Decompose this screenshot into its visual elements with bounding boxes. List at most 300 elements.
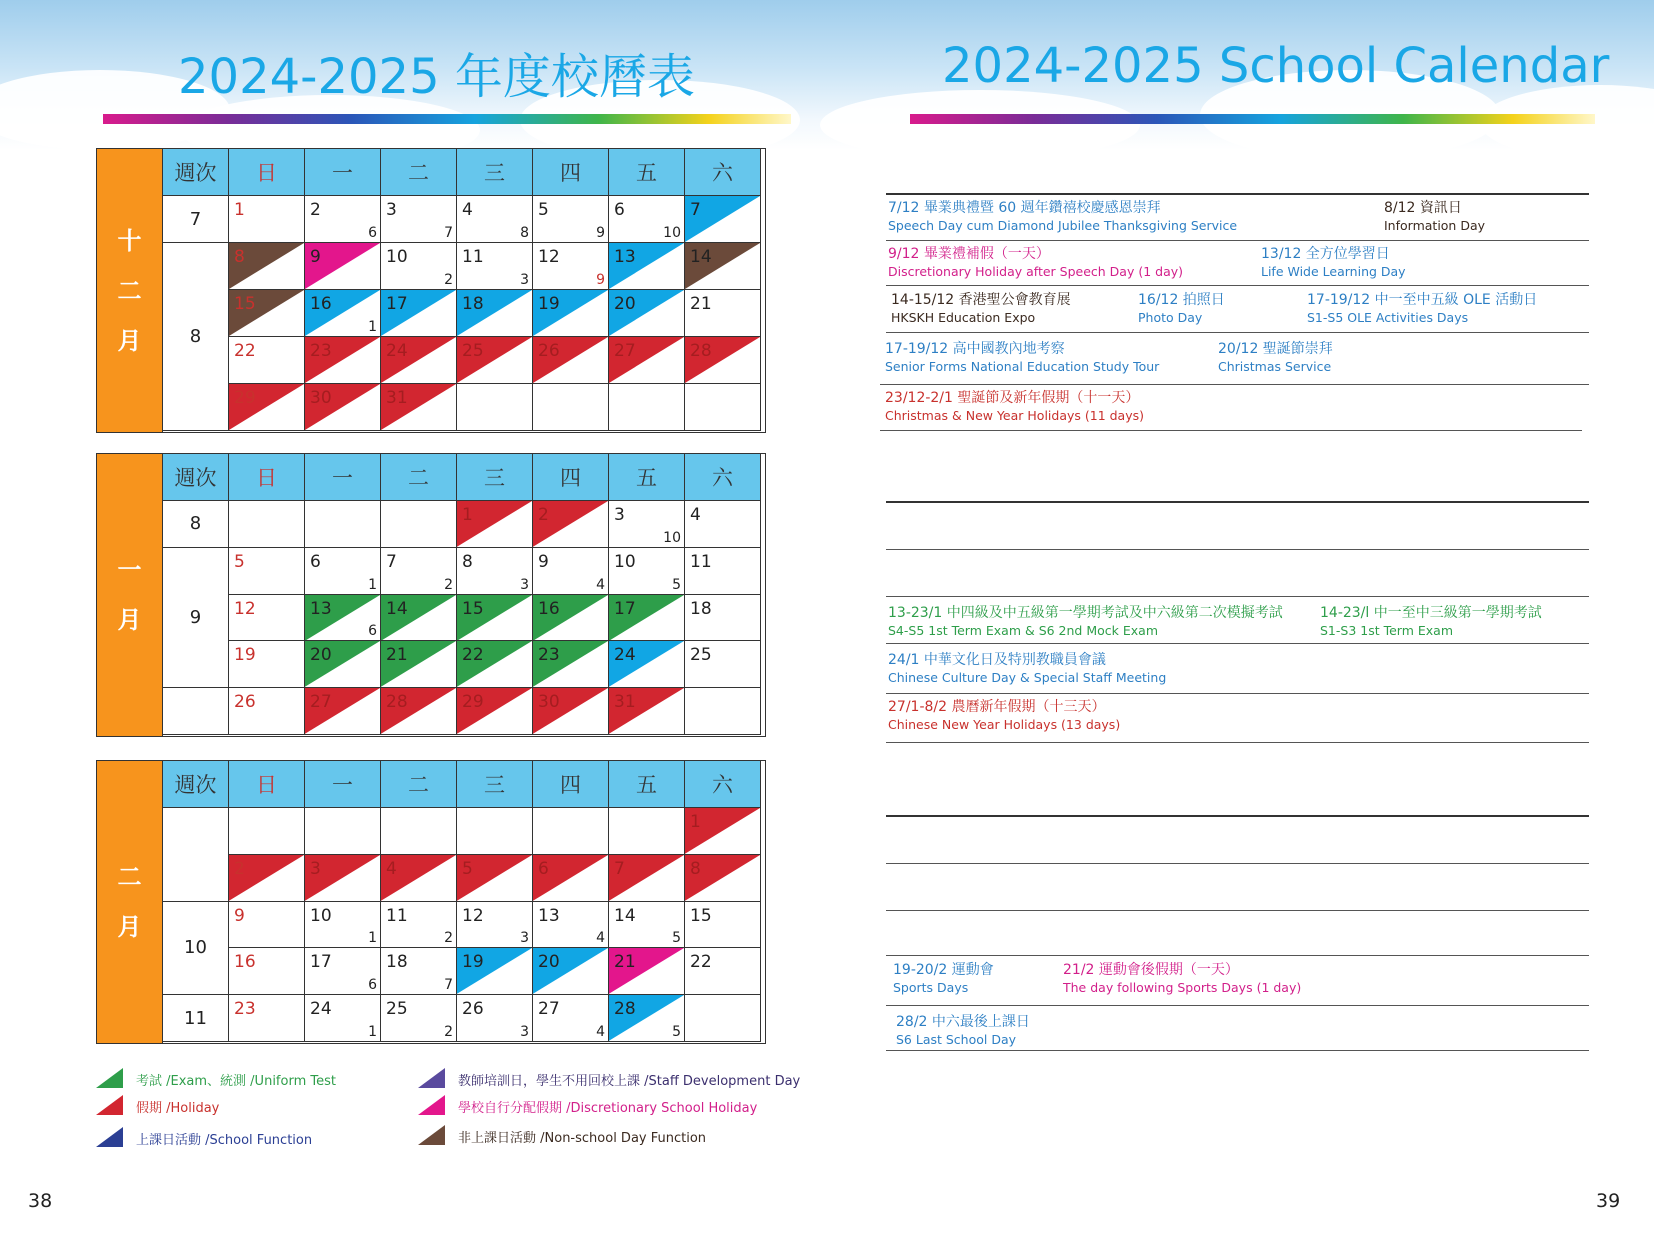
week-number-cell: 8 bbox=[163, 501, 229, 548]
day-number: 14 bbox=[386, 598, 408, 619]
event-title: 24/1 中華文化日及特別教職員會議 bbox=[888, 652, 1106, 668]
event-title: 13-23/1 中四級及中五級第一學期考試及中六級第二次模擬考試 bbox=[888, 605, 1283, 621]
event-subtitle: Christmas Service bbox=[1218, 359, 1332, 374]
event-s1-s3-exam bbox=[1320, 604, 1542, 640]
event-s4-s6-exam bbox=[888, 604, 1283, 640]
day-number: 19 bbox=[462, 952, 484, 973]
day-cell bbox=[685, 595, 761, 642]
school-day-count: 9 bbox=[596, 225, 605, 241]
month-tab bbox=[97, 761, 163, 1043]
day-number: 4 bbox=[386, 858, 397, 879]
divider bbox=[886, 693, 1589, 694]
day-number: 17 bbox=[386, 294, 408, 314]
day-number: 10 bbox=[310, 905, 332, 926]
day-cell bbox=[229, 196, 305, 243]
month-label-char: 月 bbox=[117, 606, 142, 634]
day-cell bbox=[533, 501, 609, 548]
event-title: 23/12-2/1 聖誕節及新年假期（十一天） bbox=[885, 390, 1140, 406]
day-cell bbox=[457, 243, 533, 290]
day-cell bbox=[381, 337, 457, 384]
event-title: 7/12 畢業典禮暨 60 週年鑽禧校慶感恩崇拜 bbox=[888, 200, 1161, 216]
day-cell bbox=[229, 243, 305, 290]
month-label-char: 二 bbox=[117, 863, 142, 891]
school-day-count: 3 bbox=[520, 930, 529, 947]
divider bbox=[886, 501, 1589, 503]
event-subtitle: Christmas & New Year Holidays (11 days) bbox=[885, 408, 1145, 423]
day-cell bbox=[305, 995, 381, 1042]
event-subtitle: Chinese New Year Holidays (13 days) bbox=[888, 717, 1121, 732]
day-cell bbox=[381, 501, 457, 548]
day-cell bbox=[457, 688, 533, 735]
day-cell bbox=[305, 196, 381, 243]
event-title: 20/12 聖誕節崇拜 bbox=[1218, 341, 1333, 357]
day-number: 6 bbox=[538, 858, 549, 879]
day-number: 28 bbox=[386, 692, 408, 713]
school-day-count: 5 bbox=[672, 1023, 681, 1040]
day-number: 3 bbox=[310, 858, 321, 879]
day-cell bbox=[533, 337, 609, 384]
day-number: 21 bbox=[690, 294, 712, 314]
day-number: 14 bbox=[690, 247, 712, 267]
weekday-header: 四 bbox=[533, 761, 609, 808]
day-cell bbox=[609, 243, 685, 290]
event-chinese-culture-day bbox=[888, 651, 1166, 687]
school-day-count: 3 bbox=[520, 576, 529, 593]
event-title: 13/12 全方位學習日 bbox=[1261, 246, 1390, 262]
day-number: 27 bbox=[310, 692, 332, 713]
day-cell bbox=[305, 808, 381, 855]
legend-swatch bbox=[96, 1127, 123, 1147]
day-number: 18 bbox=[690, 598, 712, 619]
day-cell bbox=[457, 948, 533, 995]
day-cell bbox=[229, 548, 305, 595]
day-number: 1 bbox=[234, 200, 245, 220]
day-number: 18 bbox=[462, 294, 484, 314]
event-photo-day bbox=[1138, 291, 1225, 327]
day-number: 24 bbox=[614, 645, 636, 666]
day-cell bbox=[305, 948, 381, 995]
day-cell bbox=[457, 995, 533, 1042]
day-cell bbox=[685, 948, 761, 995]
day-cell bbox=[457, 290, 533, 337]
week-column-header: 週次 bbox=[163, 149, 229, 196]
day-cell bbox=[381, 290, 457, 337]
cloud-decoration bbox=[820, 90, 1140, 160]
event-subtitle: Life Wide Learning Day bbox=[1261, 264, 1406, 279]
day-number: 13 bbox=[538, 905, 560, 926]
month-december bbox=[96, 148, 766, 433]
event-sports-holiday bbox=[1063, 961, 1301, 997]
event-subtitle: Sports Days bbox=[893, 980, 969, 995]
divider bbox=[880, 384, 1589, 385]
day-number: 1 bbox=[462, 505, 473, 525]
weekday-header: 日 bbox=[229, 761, 305, 808]
day-cell bbox=[609, 337, 685, 384]
day-number: 25 bbox=[462, 341, 484, 361]
week-column-header: 週次 bbox=[163, 761, 229, 808]
divider bbox=[886, 955, 1589, 956]
event-title: 27/1-8/2 農曆新年假期（十三天） bbox=[888, 699, 1106, 715]
day-cell bbox=[685, 995, 761, 1042]
day-number: 2 bbox=[538, 505, 549, 525]
school-day-count: 5 bbox=[672, 576, 681, 593]
school-day-count: 7 bbox=[444, 977, 453, 994]
school-day-count: 2 bbox=[444, 930, 453, 947]
divider bbox=[880, 430, 1582, 431]
week-number-cell bbox=[163, 808, 229, 902]
weekday-header: 二 bbox=[381, 454, 457, 501]
day-cell bbox=[305, 641, 381, 688]
day-cell bbox=[229, 855, 305, 902]
day-cell bbox=[533, 548, 609, 595]
day-number: 17 bbox=[614, 598, 636, 619]
day-number: 9 bbox=[310, 247, 321, 267]
day-number: 29 bbox=[462, 692, 484, 713]
day-cell bbox=[381, 243, 457, 290]
day-cell bbox=[457, 641, 533, 688]
day-number: 22 bbox=[234, 341, 256, 361]
day-cell bbox=[381, 196, 457, 243]
event-sports-days bbox=[893, 961, 994, 997]
divider bbox=[886, 332, 1589, 333]
day-cell bbox=[609, 501, 685, 548]
day-cell bbox=[533, 290, 609, 337]
day-number: 19 bbox=[538, 294, 560, 314]
school-day-count: 7 bbox=[444, 225, 453, 241]
day-cell bbox=[229, 948, 305, 995]
day-cell bbox=[685, 337, 761, 384]
day-number: 8 bbox=[234, 247, 245, 267]
day-cell bbox=[305, 688, 381, 735]
day-number: 21 bbox=[614, 952, 636, 973]
day-number: 6 bbox=[614, 200, 625, 220]
day-number: 16 bbox=[538, 598, 560, 619]
day-cell bbox=[381, 995, 457, 1042]
divider bbox=[886, 549, 1589, 550]
day-cell bbox=[305, 337, 381, 384]
day-cell bbox=[305, 902, 381, 949]
weekday-header: 六 bbox=[685, 761, 761, 808]
legend-item-non-school-day bbox=[418, 1125, 838, 1147]
day-number: 13 bbox=[310, 598, 332, 619]
event-s6-last-day bbox=[896, 1013, 1030, 1049]
day-number: 7 bbox=[690, 200, 701, 220]
day-number: 27 bbox=[614, 341, 636, 361]
month-tab bbox=[97, 454, 163, 736]
day-number: 11 bbox=[462, 247, 484, 267]
day-cell bbox=[609, 384, 685, 431]
legend-item-exam bbox=[96, 1068, 456, 1090]
day-cell bbox=[381, 902, 457, 949]
day-number: 31 bbox=[614, 692, 636, 713]
divider bbox=[886, 240, 1589, 241]
day-cell bbox=[305, 855, 381, 902]
weekday-header: 二 bbox=[381, 149, 457, 196]
school-day-count: 5 bbox=[672, 930, 681, 947]
legend-item-staff-development bbox=[418, 1068, 838, 1090]
day-number: 26 bbox=[234, 692, 256, 713]
day-cell bbox=[685, 548, 761, 595]
school-day-count: 10 bbox=[663, 225, 681, 241]
day-cell bbox=[533, 595, 609, 642]
day-number: 23 bbox=[538, 645, 560, 666]
event-subtitle: Discretionary Holiday after Speech Day (1 day) bbox=[888, 264, 1184, 279]
event-christmas-service bbox=[1218, 340, 1333, 376]
day-cell bbox=[457, 548, 533, 595]
event-subtitle: Senior Forms National Education Study Tour bbox=[885, 359, 1160, 374]
day-number: 28 bbox=[690, 341, 712, 361]
day-cell bbox=[229, 688, 305, 735]
day-cell bbox=[229, 595, 305, 642]
legend-item-holiday bbox=[96, 1095, 456, 1117]
month-grid bbox=[163, 454, 765, 736]
day-number: 2 bbox=[310, 200, 321, 220]
month-label-char: 月 bbox=[117, 913, 142, 941]
school-day-count: 1 bbox=[368, 576, 377, 593]
day-number: 28 bbox=[614, 999, 636, 1020]
day-number: 26 bbox=[462, 999, 484, 1020]
day-number: 10 bbox=[386, 247, 408, 267]
day-cell bbox=[533, 948, 609, 995]
day-number: 9 bbox=[234, 905, 245, 926]
day-number: 4 bbox=[462, 200, 473, 220]
day-cell bbox=[305, 548, 381, 595]
day-number: 24 bbox=[386, 341, 408, 361]
day-number: 11 bbox=[690, 551, 712, 572]
legend-label: 上課日活動 /School Function bbox=[136, 1133, 313, 1148]
day-cell bbox=[229, 995, 305, 1042]
day-number: 3 bbox=[614, 505, 625, 525]
day-number: 13 bbox=[614, 247, 636, 267]
week-number-cell: 7 bbox=[163, 196, 229, 243]
event-subtitle: S1-S5 OLE Activities Days bbox=[1307, 310, 1469, 325]
right-title-underline bbox=[910, 114, 1595, 124]
event-title: 19-20/2 運動會 bbox=[893, 962, 994, 978]
day-number: 20 bbox=[538, 952, 560, 973]
day-number: 9 bbox=[538, 551, 549, 572]
day-cell bbox=[305, 501, 381, 548]
weekday-header: 一 bbox=[305, 761, 381, 808]
day-cell bbox=[229, 902, 305, 949]
day-number: 29 bbox=[234, 388, 256, 408]
day-number: 11 bbox=[386, 905, 408, 926]
legend-label: 教師培訓日，學生不用回校上課 /Staff Development Day bbox=[458, 1074, 801, 1089]
day-cell bbox=[381, 641, 457, 688]
weekday-header: 六 bbox=[685, 454, 761, 501]
day-number: 7 bbox=[386, 551, 397, 572]
day-cell bbox=[229, 808, 305, 855]
day-number: 3 bbox=[386, 200, 397, 220]
event-title: 14-23/l 中一至中三級第一學期考試 bbox=[1320, 605, 1542, 621]
event-subtitle: HKSKH Education Expo bbox=[891, 310, 1036, 325]
event-subtitle: S1-S3 1st Term Exam bbox=[1320, 623, 1454, 638]
month-label-char: 二 bbox=[117, 276, 142, 305]
school-day-count: 8 bbox=[520, 225, 529, 241]
day-cell bbox=[685, 688, 761, 735]
day-cell bbox=[457, 501, 533, 548]
day-cell bbox=[533, 902, 609, 949]
day-cell bbox=[381, 808, 457, 855]
day-cell bbox=[305, 595, 381, 642]
week-number-cell: 9 bbox=[163, 548, 229, 688]
school-day-count: 6 bbox=[368, 623, 377, 640]
day-cell bbox=[685, 855, 761, 902]
day-cell bbox=[381, 948, 457, 995]
event-subtitle: Speech Day cum Diamond Jubilee Thanksgiving Service bbox=[888, 218, 1238, 233]
divider bbox=[886, 910, 1589, 911]
day-number: 8 bbox=[462, 551, 473, 572]
school-day-count: 2 bbox=[444, 1023, 453, 1040]
month-label-char: 一 bbox=[117, 556, 142, 584]
day-number: 8 bbox=[690, 858, 701, 879]
day-number: 6 bbox=[310, 551, 321, 572]
event-speech-day bbox=[888, 199, 1237, 235]
day-cell bbox=[457, 337, 533, 384]
weekday-header: 三 bbox=[457, 454, 533, 501]
day-number: 22 bbox=[462, 645, 484, 666]
week-number-cell bbox=[163, 688, 229, 735]
day-number: 15 bbox=[234, 294, 256, 314]
day-number: 25 bbox=[690, 645, 712, 666]
left-page-title: 2024-2025 年度校曆表 bbox=[178, 49, 695, 105]
day-cell bbox=[381, 855, 457, 902]
event-title: 8/12 資訊日 bbox=[1384, 200, 1462, 216]
event-subtitle: S4-S5 1st Term Exam & S6 2nd Mock Exam bbox=[888, 623, 1158, 638]
legend-swatch bbox=[96, 1095, 123, 1115]
divider bbox=[886, 1050, 1589, 1051]
day-cell bbox=[381, 688, 457, 735]
event-subtitle: The day following Sports Days (1 day) bbox=[1063, 980, 1302, 995]
school-day-count: 3 bbox=[520, 1023, 529, 1040]
school-day-count: 1 bbox=[368, 930, 377, 947]
day-number: 31 bbox=[386, 388, 408, 408]
day-cell bbox=[457, 384, 533, 431]
day-cell bbox=[609, 808, 685, 855]
day-cell bbox=[457, 595, 533, 642]
event-title: 16/12 拍照日 bbox=[1138, 292, 1225, 308]
day-number: 12 bbox=[462, 905, 484, 926]
weekday-header: 一 bbox=[305, 149, 381, 196]
day-cell bbox=[457, 855, 533, 902]
weekday-header: 三 bbox=[457, 149, 533, 196]
day-cell bbox=[609, 548, 685, 595]
event-title: 28/2 中六最後上課日 bbox=[896, 1014, 1030, 1030]
day-number: 5 bbox=[234, 551, 245, 572]
legend-swatch bbox=[418, 1095, 445, 1115]
day-cell bbox=[381, 595, 457, 642]
month-label-char: 十 bbox=[117, 226, 142, 255]
right-page-title: 2024-2025 School Calendar bbox=[942, 38, 1610, 94]
month-grid bbox=[163, 149, 765, 432]
event-ole-activities bbox=[1307, 291, 1537, 327]
page-number-right: 39 bbox=[1596, 1190, 1621, 1212]
day-cell bbox=[685, 641, 761, 688]
day-number: 7 bbox=[614, 858, 625, 879]
day-cell bbox=[609, 902, 685, 949]
school-day-count: 6 bbox=[368, 977, 377, 994]
day-cell bbox=[229, 290, 305, 337]
day-cell bbox=[533, 196, 609, 243]
day-cell bbox=[533, 808, 609, 855]
day-number: 27 bbox=[538, 999, 560, 1020]
school-day-count: 4 bbox=[596, 1023, 605, 1040]
event-study-tour bbox=[885, 340, 1159, 376]
divider bbox=[886, 193, 1589, 195]
day-cell bbox=[533, 641, 609, 688]
school-day-count: 4 bbox=[596, 930, 605, 947]
divider bbox=[886, 863, 1589, 864]
weekday-header: 六 bbox=[685, 149, 761, 196]
day-cell bbox=[685, 808, 761, 855]
day-number: 4 bbox=[690, 505, 701, 525]
day-number: 30 bbox=[538, 692, 560, 713]
event-title: 17-19/12 中一至中五級 OLE 活動日 bbox=[1307, 292, 1538, 308]
weekday-header: 一 bbox=[305, 454, 381, 501]
day-cell bbox=[229, 384, 305, 431]
day-number: 16 bbox=[310, 294, 332, 314]
event-subtitle: S6 Last School Day bbox=[896, 1032, 1017, 1047]
weekday-header: 五 bbox=[609, 149, 685, 196]
divider bbox=[886, 815, 1589, 817]
month-february bbox=[96, 760, 766, 1044]
legend-label: 學校自行分配假期 /Discretionary School Holiday bbox=[458, 1101, 758, 1116]
day-cell bbox=[381, 384, 457, 431]
day-number: 5 bbox=[462, 858, 473, 879]
legend-swatch bbox=[418, 1068, 445, 1088]
day-number: 19 bbox=[234, 645, 256, 666]
event-title: 9/12 畢業禮補假（一天） bbox=[888, 246, 1050, 262]
day-cell bbox=[305, 290, 381, 337]
day-number: 25 bbox=[386, 999, 408, 1020]
day-cell bbox=[609, 290, 685, 337]
day-cell bbox=[609, 855, 685, 902]
event-title: 21/2 運動會後假期（一天） bbox=[1063, 962, 1239, 978]
school-day-count: 2 bbox=[444, 272, 453, 288]
day-number: 30 bbox=[310, 388, 332, 408]
school-day-count: 1 bbox=[368, 1023, 377, 1040]
day-number: 1 bbox=[690, 812, 701, 832]
day-number: 12 bbox=[234, 598, 256, 619]
legend-item-discretionary-holiday bbox=[418, 1095, 838, 1117]
legend-swatch bbox=[96, 1068, 123, 1088]
school-day-count: 2 bbox=[444, 576, 453, 593]
weekday-header: 日 bbox=[229, 454, 305, 501]
day-number: 18 bbox=[386, 952, 408, 973]
event-information-day bbox=[1384, 199, 1485, 235]
day-number: 2 bbox=[234, 858, 245, 879]
week-column-header: 週次 bbox=[163, 454, 229, 501]
page-number-left: 38 bbox=[28, 1190, 53, 1212]
legend-item-school-function bbox=[96, 1127, 456, 1149]
day-cell bbox=[533, 243, 609, 290]
day-cell bbox=[533, 855, 609, 902]
day-number: 24 bbox=[310, 999, 332, 1020]
day-cell bbox=[229, 337, 305, 384]
divider bbox=[886, 742, 1589, 743]
day-number: 26 bbox=[538, 341, 560, 361]
day-cell bbox=[685, 384, 761, 431]
weekday-header: 五 bbox=[609, 761, 685, 808]
day-cell bbox=[609, 196, 685, 243]
divider bbox=[886, 643, 1589, 644]
divider bbox=[886, 285, 1589, 286]
day-cell bbox=[533, 384, 609, 431]
school-day-count: 4 bbox=[596, 576, 605, 593]
day-cell bbox=[533, 688, 609, 735]
day-number: 21 bbox=[386, 645, 408, 666]
day-cell bbox=[609, 595, 685, 642]
day-number: 23 bbox=[234, 999, 256, 1020]
